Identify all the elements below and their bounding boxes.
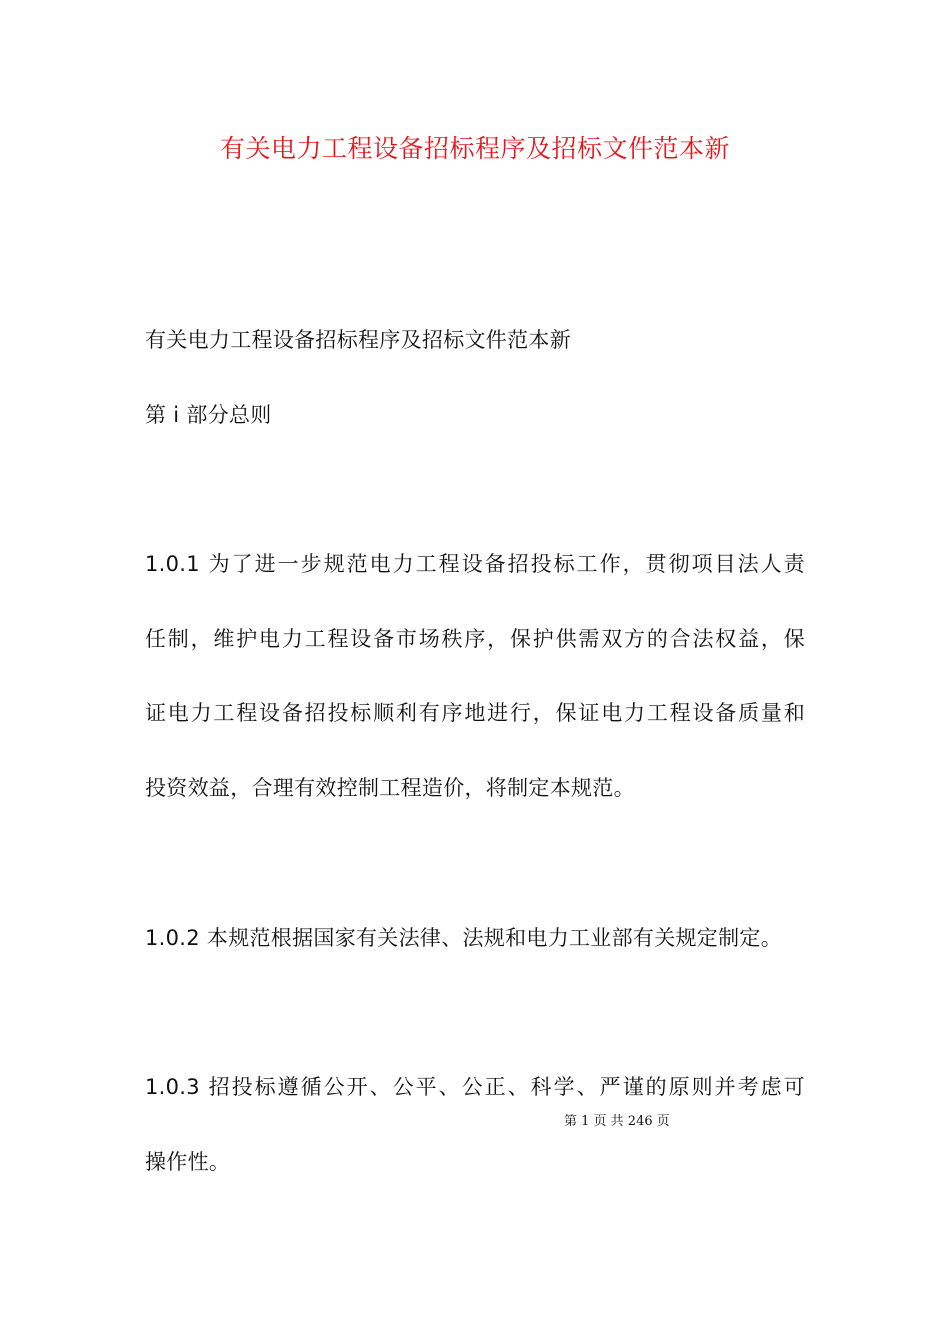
clause-line: 操作性。 bbox=[145, 1150, 231, 1174]
section-heading: 第 i 部分总则 bbox=[145, 403, 272, 427]
clause-line: 1.0.3 招投标遵循公开、公平、公正、科学、严谨的原则并考虑可 bbox=[145, 1075, 805, 1099]
clause-line: 任制，维护电力工程设备市场秩序，保护供需双方的合法权益，保 bbox=[145, 627, 805, 651]
clause-line: 投资效益，合理有效控制工程造价，将制定本规范。 bbox=[145, 776, 635, 800]
clause-line: 1.0.2 本规范根据国家有关法律、法规和电力工业部有关规定制定。 bbox=[145, 926, 783, 950]
document-subtitle: 有关电力工程设备招标程序及招标文件范本新 bbox=[145, 328, 571, 352]
document-title: 有关电力工程设备招标程序及招标文件范本新 bbox=[219, 134, 730, 163]
clause-line: 1.0.1 为了进一步规范电力工程设备招投标工作，贯彻项目法人责 bbox=[145, 552, 805, 576]
page-number: 第 1 页 共 246 页 bbox=[564, 1114, 670, 1129]
clause-line: 证电力工程设备招投标顺利有序地进行，保证电力工程设备质量和 bbox=[145, 701, 805, 725]
